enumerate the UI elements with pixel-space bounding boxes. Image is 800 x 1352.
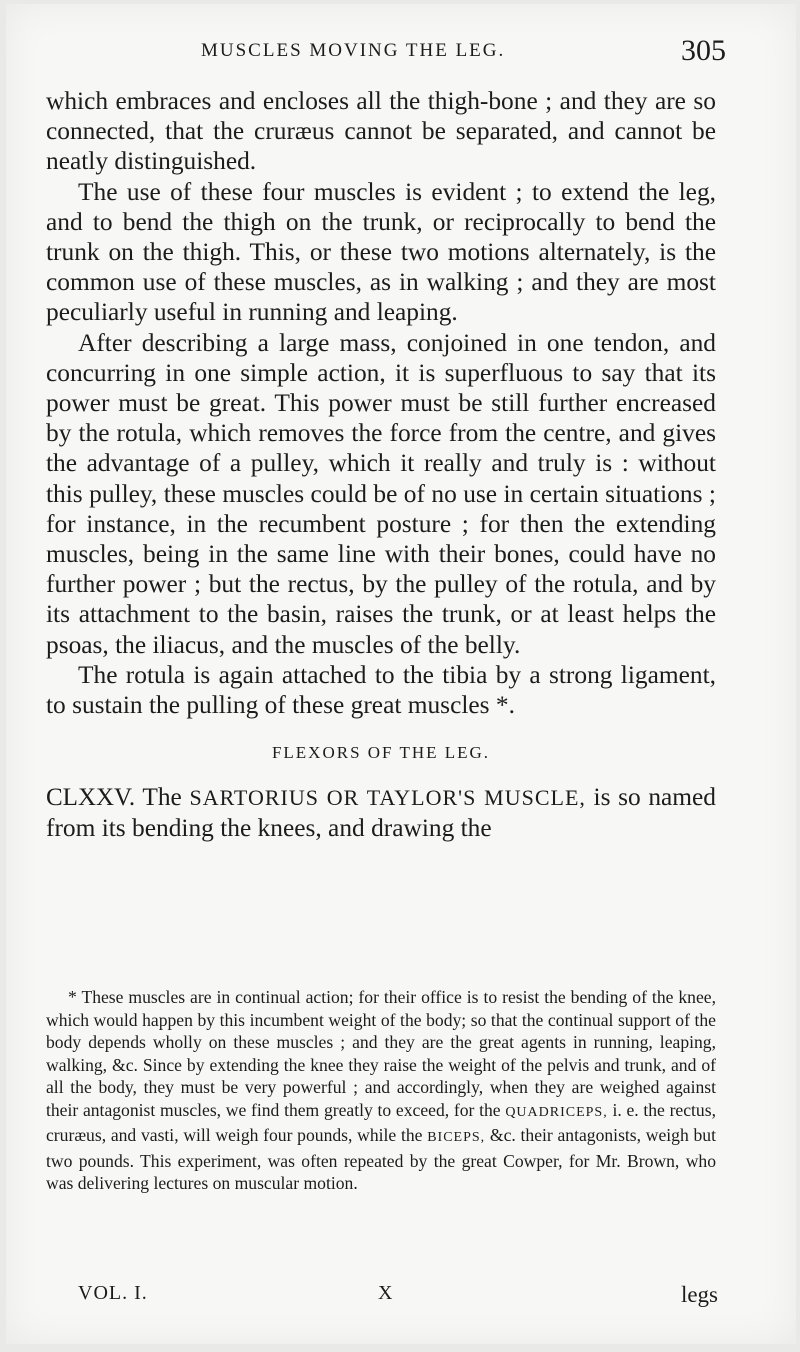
footnote-term-biceps: BICEPS, <box>427 1130 486 1145</box>
footnote <box>46 986 716 1195</box>
footnote-text-3: &c. their antagonists, weigh but two pounds. This experiment, was often repeated by the great Cowper, for Mr. Brown, who was delivering lectures on muscular motion. <box>46 1125 716 1193</box>
section-number: CLXXV. <box>46 784 136 812</box>
section-paragraph <box>46 782 716 843</box>
running-head: MUSCLES MOVING THE LEG. <box>201 40 506 61</box>
footnote-term-quadriceps: QUADRICEPS, <box>505 1104 608 1120</box>
volume-signature: VOL. I. <box>78 1282 148 1304</box>
footnote-text-2: i. e. the rectus, cruræus, and vasti, will weigh four pounds, while the <box>46 1099 716 1145</box>
section-text-after: is so named from its bending the knees, and drawing the <box>46 783 716 843</box>
paragraph-3: After describing a large mass, conjoined in one tendon, and concurring in one simple action, it is superfluous to say that its power must be great. This power must be still further encreased by the rotula, which removes the force from the centre, and gives the advantage of a pulley, which it really and truly is : without this pulley, these muscles could be of no use in certain situations ; for instance, in the recumbent posture ; for then the extending muscles, being in the same line with their bones, could have no further power ; but the rectus, by the pulley of the rotula, and by its attachment to the basin, raises the trunk, or at least helps the psoas, the iliacus, and the muscles of the belly. <box>46 328 716 659</box>
page-footer <box>78 1282 718 1312</box>
paragraph-2: The use of these four muscles is evident ; to extend the leg, and to bend the thigh on the trunk, or reciprocally to bend the trunk on the thigh. This, or these two motions alternately, is the common use of these muscles, as in walking ; and they are most peculiarly useful in running and leaping. <box>46 177 716 327</box>
paragraph-4: The rotula is again attached to the tibia by a strong ligament, to sustain the pulling of these great muscles *. <box>46 660 716 720</box>
muscle-name: SARTORIUS OR TAYLOR'S MUSCLE, <box>189 785 586 811</box>
paragraph-1: which embraces and encloses all the thigh-bone ; and they are so connected, that the cruræus cannot be separated, and cannot be neatly distinguished. <box>46 87 716 176</box>
section-text-before: The <box>142 783 182 812</box>
page-header <box>46 34 726 74</box>
book-page <box>6 4 796 1344</box>
main-text <box>46 86 716 844</box>
footnote-text-1: * These muscles are in continual action; for their office is to resist the bending of the knee, which would happen by this incumbent weight of the body; so that the continual support of the body depends wholly on these muscles ; and they are the great agents in running, leaping, walking, &c. Since by extending the knee they raise the weight of the pelvis and trunk, and of all the body, they must be very powerful ; and accordingly, when they are weighed against their antagonist muscles, we find them greatly to exceed, for the <box>46 987 716 1120</box>
page-number: 305 <box>681 34 726 67</box>
section-heading: FLEXORS OF THE LEG. <box>271 743 491 763</box>
catchword: legs <box>680 1282 718 1307</box>
signature-mark: X <box>378 1282 393 1304</box>
